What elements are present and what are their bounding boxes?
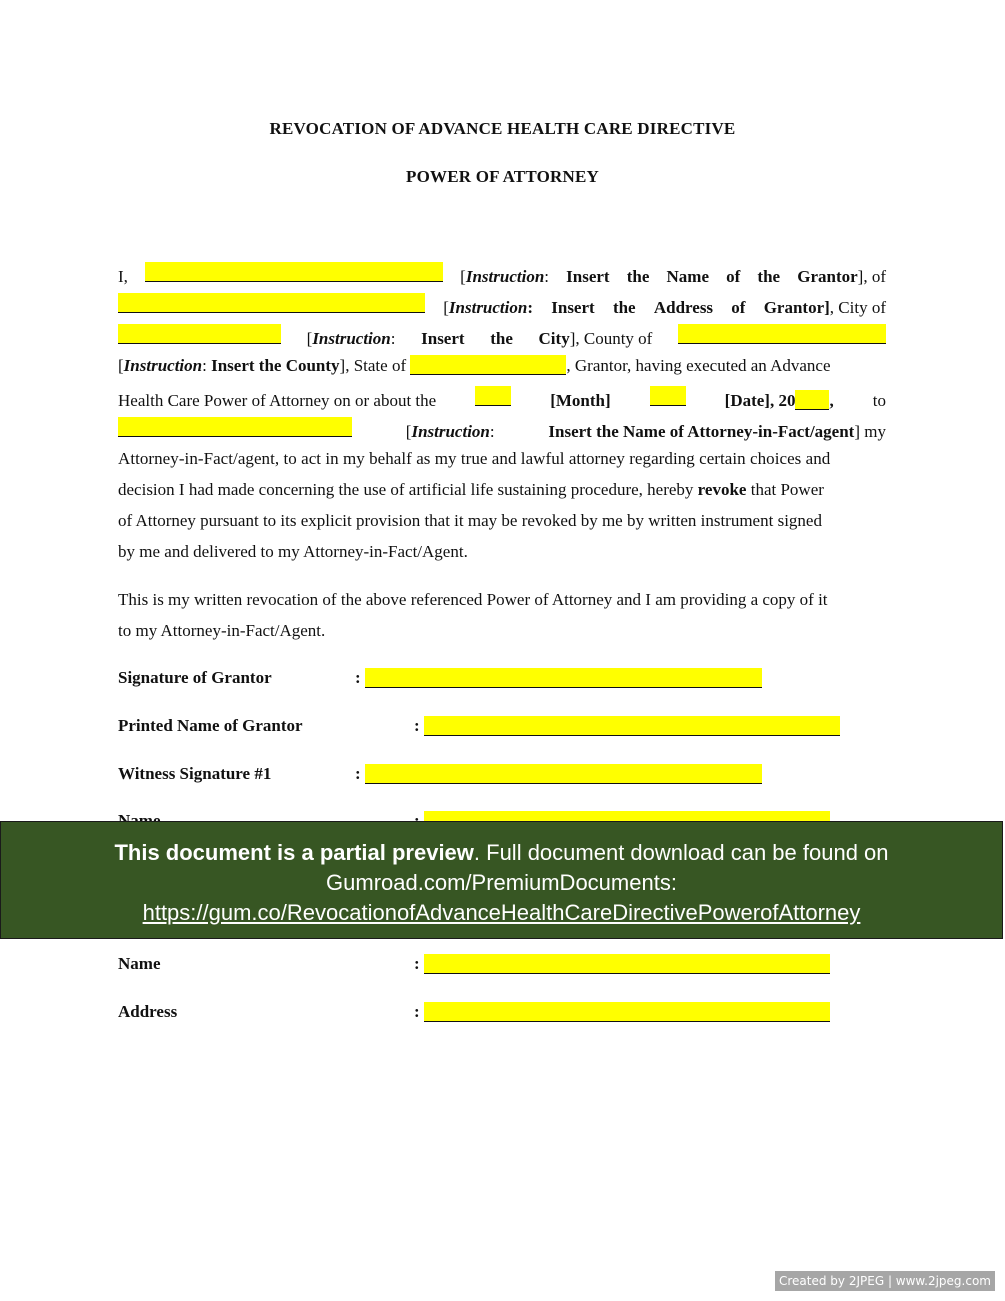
paragraph-line-4: [Instruction: Insert the County], State of , Grantor, having executed an Advance bbox=[118, 356, 831, 375]
printed-name-of-grantor-field[interactable] bbox=[424, 716, 840, 736]
date-field[interactable] bbox=[650, 386, 686, 406]
paragraph-line-10: by me and delivered to my Attorney-in-Fact/Agent. bbox=[118, 542, 468, 561]
paragraph-line-8: decision I had made concerning the use of artificial life sustaining procedure, hereby revoke that Power bbox=[118, 480, 824, 499]
witness-signature-1-field[interactable] bbox=[365, 764, 762, 784]
paragraph2-line-1: This is my written revocation of the above referenced Power of Attorney and I am providing a copy of it bbox=[118, 590, 828, 609]
year-field[interactable] bbox=[795, 390, 829, 410]
watermark-label: Created by 2JPEG | www.2jpeg.com bbox=[775, 1271, 995, 1291]
address-field[interactable] bbox=[424, 1002, 830, 1022]
attorney-in-fact-field[interactable] bbox=[118, 417, 352, 437]
county-field[interactable] bbox=[678, 324, 886, 344]
witness-signature-1-row: Witness Signature #1 : bbox=[118, 764, 271, 784]
paragraph-line-9: of Attorney pursuant to its explicit provision that it may be revoked by me by written instrument signed bbox=[118, 511, 822, 530]
state-field[interactable] bbox=[410, 355, 566, 375]
printed-name-of-grantor-row: Printed Name of Grantor : bbox=[118, 716, 303, 736]
paragraph-line-1: I, [Instruction: Insert the Name of the Grantor], of bbox=[118, 262, 886, 287]
paragraph2-line-2: to my Attorney-in-Fact/Agent. bbox=[118, 621, 326, 640]
document-title: REVOCATION OF ADVANCE HEALTH CARE DIRECTIVE bbox=[269, 119, 736, 138]
document-subtitle: POWER OF ATTORNEY bbox=[406, 167, 599, 186]
month-field[interactable] bbox=[475, 386, 511, 406]
city-field[interactable] bbox=[118, 324, 281, 344]
grantor-name-field[interactable] bbox=[145, 262, 443, 282]
grantor-address-field[interactable] bbox=[118, 293, 425, 313]
name-row: Name : bbox=[118, 954, 160, 974]
signature-of-grantor-row: Signature of Grantor : bbox=[118, 668, 272, 688]
banner-line-1: This document is a partial preview. Full document download can be found on bbox=[114, 840, 889, 865]
paragraph-line-6: [Instruction: Insert the Name of Attorney-in-Fact/agent] my bbox=[118, 417, 886, 442]
paragraph-line-2: [Instruction: Insert the Address of Grantor], City of bbox=[118, 293, 886, 318]
paragraph-line-7: Attorney-in-Fact/agent, to act in my behalf as my true and lawful attorney regarding certain choices and bbox=[118, 449, 831, 468]
download-link[interactable]: https://gum.co/RevocationofAdvanceHealthCareDirectivePowerofAttorney bbox=[142, 900, 861, 925]
paragraph-line-5: Health Care Power of Attorney on or about the [Month] [Date], 20 , to bbox=[118, 386, 886, 411]
address-row: Address : bbox=[118, 1002, 177, 1022]
signature-of-grantor-field[interactable] bbox=[365, 668, 762, 688]
banner-line-2: Gumroad.com/PremiumDocuments: bbox=[326, 870, 677, 895]
preview-banner bbox=[0, 821, 1003, 939]
name-field[interactable] bbox=[424, 954, 830, 974]
paragraph-line-3: [Instruction: Insert the City], County of bbox=[118, 324, 886, 349]
